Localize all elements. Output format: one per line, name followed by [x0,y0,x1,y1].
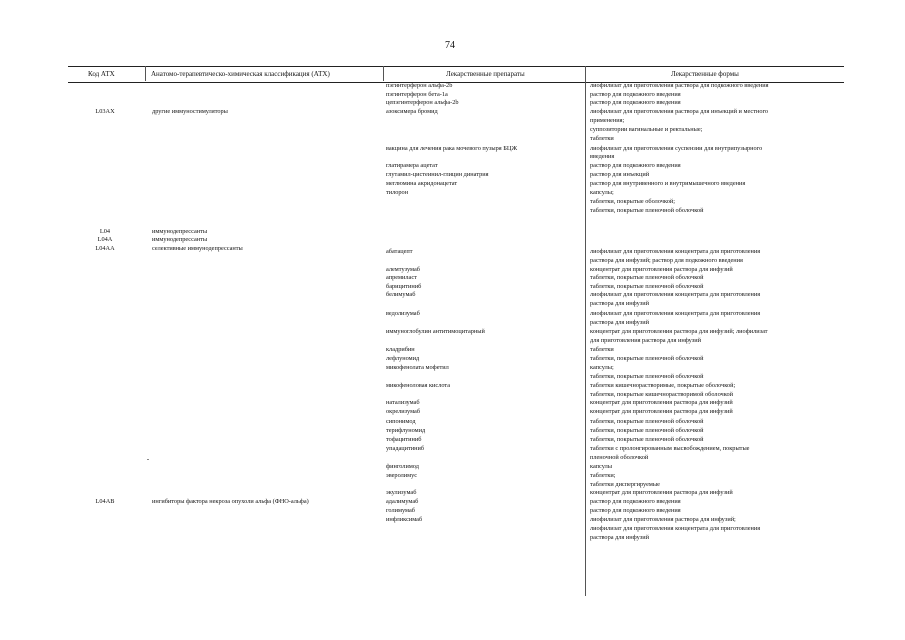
atc-code: L04 [99,228,111,235]
drug-name: тилорон [386,189,409,196]
dosage-form: раствора для инфузий [590,300,649,307]
dosage-form: раствор для инъекций [590,171,650,178]
drug-name: натализумаб [386,399,420,406]
dosage-form: лиофилизат для приготовления раствора для инъекций и местного [590,108,769,115]
dosage-form: концентрат для приготовления раствора для инфузий [590,489,733,496]
dosage-form: раствора для инфузий; раствор для подкожного введения [590,257,743,264]
dosage-form: пленочной оболочкой [590,454,649,461]
column-header-classification: Анатомо-терапевтическо-химическая классификация (АТХ) [151,70,330,78]
drug-name: упадацитиниб [386,445,425,452]
dosage-form: таблетки, покрытые пленочной оболочкой [590,427,704,434]
drug-name: финголимод [386,463,419,470]
dosage-form: раствор для подкожного введения [590,498,681,505]
dosage-form: лиофилизат для приготовления концентрата для приготовления [590,310,761,317]
drug-name: микофенолата мофетил [386,364,449,371]
dosage-form: таблетки, покрытые пленочной оболочкой [590,418,704,425]
dosage-form: таблетки диспергируемые [590,481,660,488]
drug-name: микофеноловая кислота [386,382,451,389]
dosage-form: лиофилизат для приготовления раствора для инфузий; [590,516,736,523]
column-header-code: Код АТХ [88,70,115,78]
dosage-form: таблетки [590,346,614,353]
drug-name: цепэгинтерферон альфа-2b [386,99,459,106]
dosage-form: таблетки [590,135,614,142]
dosage-form: капсулы; [590,189,614,196]
dosage-form: таблетки с пролонгированным высвобождением, покрытые [590,445,750,452]
drug-name: адалимумаб [386,498,419,505]
dosage-form: введения [590,153,615,160]
drug-name: тофацитиниб [386,436,422,443]
scan-speck [147,459,149,460]
drug-name: азоксимера бромид [386,108,438,115]
dosage-form: таблетки кишечнорастворимые, покрытые оболочкой; [590,382,736,389]
atc-classification: другие иммуностимуляторы [152,108,228,115]
atc-code: L04A [97,236,113,243]
dosage-form: таблетки, покрытые пленочной оболочкой [590,283,704,290]
atc-code: L04AA [95,245,115,252]
drug-name: экулизумаб [386,489,417,496]
column-divider [383,66,384,81]
drug-name: кладрибин [386,346,415,353]
page-number: 74 [445,40,455,51]
dosage-form: лиофилизат для приготовления раствора для подкожного введения [590,82,769,89]
dosage-form: лиофилизат для приготовления концентрата для приготовления [590,291,761,298]
dosage-form: таблетки, покрытые пленочной оболочкой [590,373,704,380]
dosage-form: капсулы; [590,364,614,371]
dosage-form: раствор для подкожного введения [590,507,681,514]
drug-name: терифлуномид [386,427,426,434]
atc-code: L04AB [95,498,115,505]
dosage-form: капсулы [590,463,613,470]
dosage-form: таблетки, покрытые пленочной оболочкой [590,274,704,281]
column-divider [145,66,146,81]
column-header-drugs: Лекарственные препараты [446,70,525,78]
dosage-form: концентрат для приготовления раствора для инфузий [590,266,733,273]
atc-classification: селективные иммунодепрессанты [152,245,243,252]
dosage-form: концентрат для приготовления раствора для инфузий; лиофилизат [590,328,768,335]
dosage-form: раствора для инфузий [590,534,649,541]
drug-name: пэгинтерферон бета-1a [386,91,448,98]
atc-classification: иммунодепрессанты [152,236,208,243]
drug-name: инфликсимаб [386,516,423,523]
dosage-form: таблетки, покрытые пленочной оболочкой [590,207,704,214]
column-divider [585,66,586,596]
table-header [68,66,844,83]
dosage-form: таблетки; [590,472,616,479]
drug-name: ведолизумаб [386,310,420,317]
drug-name: глутамил-цистеинил-глицин динатрия [386,171,489,178]
atc-classification: ингибиторы фактора некроза опухоли альфа (ФНО-альфа) [152,498,309,505]
dosage-form: раствор для подкожного введения [590,99,681,106]
dosage-form: лиофилизат для приготовления концентрата для приготовления [590,248,761,255]
dosage-form: раствор для подкожного введения [590,162,681,169]
drug-name: пэгинтерферон альфа-2b [386,82,453,89]
drug-name: голимумаб [386,507,415,514]
drug-name: апремиласт [386,274,417,281]
dosage-form: суппозитории вагинальные и ректальные; [590,126,703,133]
dosage-form: применения; [590,117,625,124]
dosage-form: таблетки, покрытые кишечнорастворимой оболочкой [590,391,733,398]
dosage-form: таблетки, покрытые пленочной оболочкой [590,355,704,362]
dosage-form: раствора для инфузий [590,319,649,326]
dosage-form: раствор для подкожного введения [590,91,681,98]
dosage-form: таблетки, покрытые оболочкой; [590,198,675,205]
drug-name: эверолимус [386,472,418,479]
drug-name: лефлуномид [386,355,420,362]
drug-name: вакцина для лечения рака мочевого пузыря БЦЖ [386,145,518,152]
dosage-form: таблетки, покрытые пленочной оболочкой [590,436,704,443]
dosage-form: концентрат для приготовления раствора для инфузий [590,408,733,415]
drug-name: алемтузумаб [386,266,420,273]
column-header-forms: Лекарственные формы [671,70,739,78]
drug-name: иммуноглобулин антитимоцитарный [386,328,485,335]
drug-name: глатирамера ацетат [386,162,438,169]
drug-name: барицитиниб [386,283,422,290]
drug-name: абатацепт [386,248,413,255]
dosage-form: концентрат для приготовления раствора для инфузий [590,399,733,406]
drug-name: сипонимод [386,418,416,425]
atc-code: L03AX [95,108,115,115]
dosage-form: лиофилизат для приготовления суспензии для внутрипузырного [590,145,763,152]
dosage-form: для приготовления раствора для инфузий [590,337,701,344]
drug-name: белимумаб [386,291,416,298]
drug-name: окрелизумаб [386,408,421,415]
drug-name: меглюмина акридонацетат [386,180,458,187]
atc-classification: иммунодепрессанты [152,228,208,235]
dosage-form: лиофилизат для приготовления концентрата для приготовления [590,525,761,532]
dosage-form: раствор для внутривенного и внутримышечного введения [590,180,746,187]
